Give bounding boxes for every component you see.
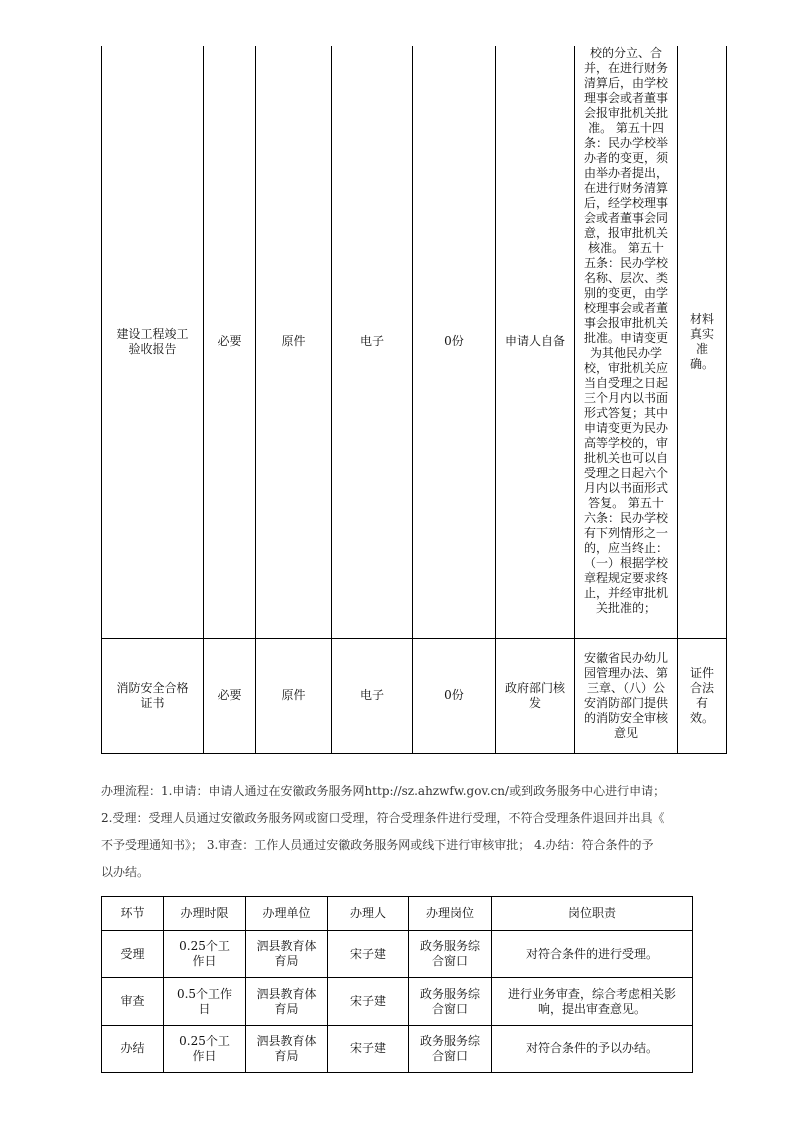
material-name: 建设工程竣工验收报告 <box>102 46 204 638</box>
process-line: 2.受理：受理人员通过安徽政务服务网或窗口受理，符合受理条件进行受理，不符合受理条件退回并出具《 <box>101 811 665 825</box>
steps-header-row <box>102 897 693 931</box>
step-handler: 宋子建 <box>328 931 409 978</box>
column-header: 环节 <box>102 897 164 931</box>
material-form: 原件 <box>256 638 332 753</box>
material-required: 必要 <box>204 638 256 753</box>
table-row <box>102 1025 693 1072</box>
step-unit: 泗县教育体育局 <box>246 931 328 978</box>
table-row <box>102 931 693 978</box>
steps-table <box>101 896 693 1073</box>
column-header: 办理人 <box>328 897 409 931</box>
step-duty: 对符合条件的予以办结。 <box>492 1025 693 1072</box>
column-header: 办理时限 <box>164 897 246 931</box>
step-unit: 泗县教育体育局 <box>246 1025 328 1072</box>
step-name: 受理 <box>102 931 164 978</box>
step-unit: 泗县教育体育局 <box>246 978 328 1025</box>
material-copies: 0份 <box>413 638 496 753</box>
step-handler: 宋子建 <box>328 1025 409 1072</box>
materials-table <box>101 46 727 754</box>
material-legal-basis: 安徽省民办幼儿园管理办法、第三章、（八）公安消防部门提供的消防安全审核意见 <box>575 638 678 753</box>
process-line: 以办结。 <box>101 865 150 879</box>
material-copies: 0份 <box>413 46 496 638</box>
material-medium: 电子 <box>332 46 413 638</box>
material-row <box>102 46 727 638</box>
step-duty: 进行业务审查，综合考虑相关影响，提出审查意见。 <box>492 978 693 1025</box>
process-line: 不予受理通知书》； 3.审查：工作人员通过安徽政务服务网或线下进行审核审批； 4.办结：符合条件的予 <box>101 838 654 852</box>
column-header: 办理岗位 <box>409 897 492 931</box>
step-name: 办结 <box>102 1025 164 1072</box>
material-medium: 电子 <box>332 638 413 753</box>
table-row <box>102 978 693 1025</box>
step-post: 政务服务综合窗口 <box>409 931 492 978</box>
material-source: 申请人自备 <box>496 46 575 638</box>
column-header: 办理单位 <box>246 897 328 931</box>
material-form: 原件 <box>256 46 332 638</box>
material-requirement: 证件合法有效。 <box>678 638 727 753</box>
column-header: 岗位职责 <box>492 897 693 931</box>
process-line: 办理流程：1.申请：申请人通过在安徽政务服务网http://sz.ahzwfw.gov.cn/或到政务服务中心进行申请； <box>101 784 666 798</box>
material-name: 消防安全合格证书 <box>102 638 204 753</box>
step-duty: 对符合条件的进行受理。 <box>492 931 693 978</box>
step-post: 政务服务综合窗口 <box>409 978 492 1025</box>
step-name: 审查 <box>102 978 164 1025</box>
material-row <box>102 638 727 753</box>
step-handler: 宋子建 <box>328 978 409 1025</box>
process-description <box>101 778 693 886</box>
material-legal-basis: 校的分立、合并，在进行财务清算后，由学校理事会或者董事会报审批机关批准。 第五十四条：民办学校举办者的变更，须由举办者提出，在进行财务清算后，经学校理事会或者董事会同意，报审批机关核准。 第五十五条：民办学校名称、层次、类别的变更，由学校理事会或者董事会报审批机关批准。申请变更为其他民办学校，审批机关应当自受理之日起三个月内以书面形式答复；其中申请变更为民办高等学校的，审批机关也可以自受理之日起六个月内以书面形式答复。 第五十六条：民办学校有下列情形之一的，应当终止：（一）根据学校章程规定要求终止，并经审批机关批准的； <box>575 46 678 638</box>
material-required: 必要 <box>204 46 256 638</box>
step-post: 政务服务综合窗口 <box>409 1025 492 1072</box>
material-requirement: 材料真实准确。 <box>678 46 727 638</box>
step-time-limit: 0.25个工作日 <box>164 931 246 978</box>
material-source: 政府部门核发 <box>496 638 575 753</box>
step-time-limit: 0.5个工作日 <box>164 978 246 1025</box>
step-time-limit: 0.25个工作日 <box>164 1025 246 1072</box>
